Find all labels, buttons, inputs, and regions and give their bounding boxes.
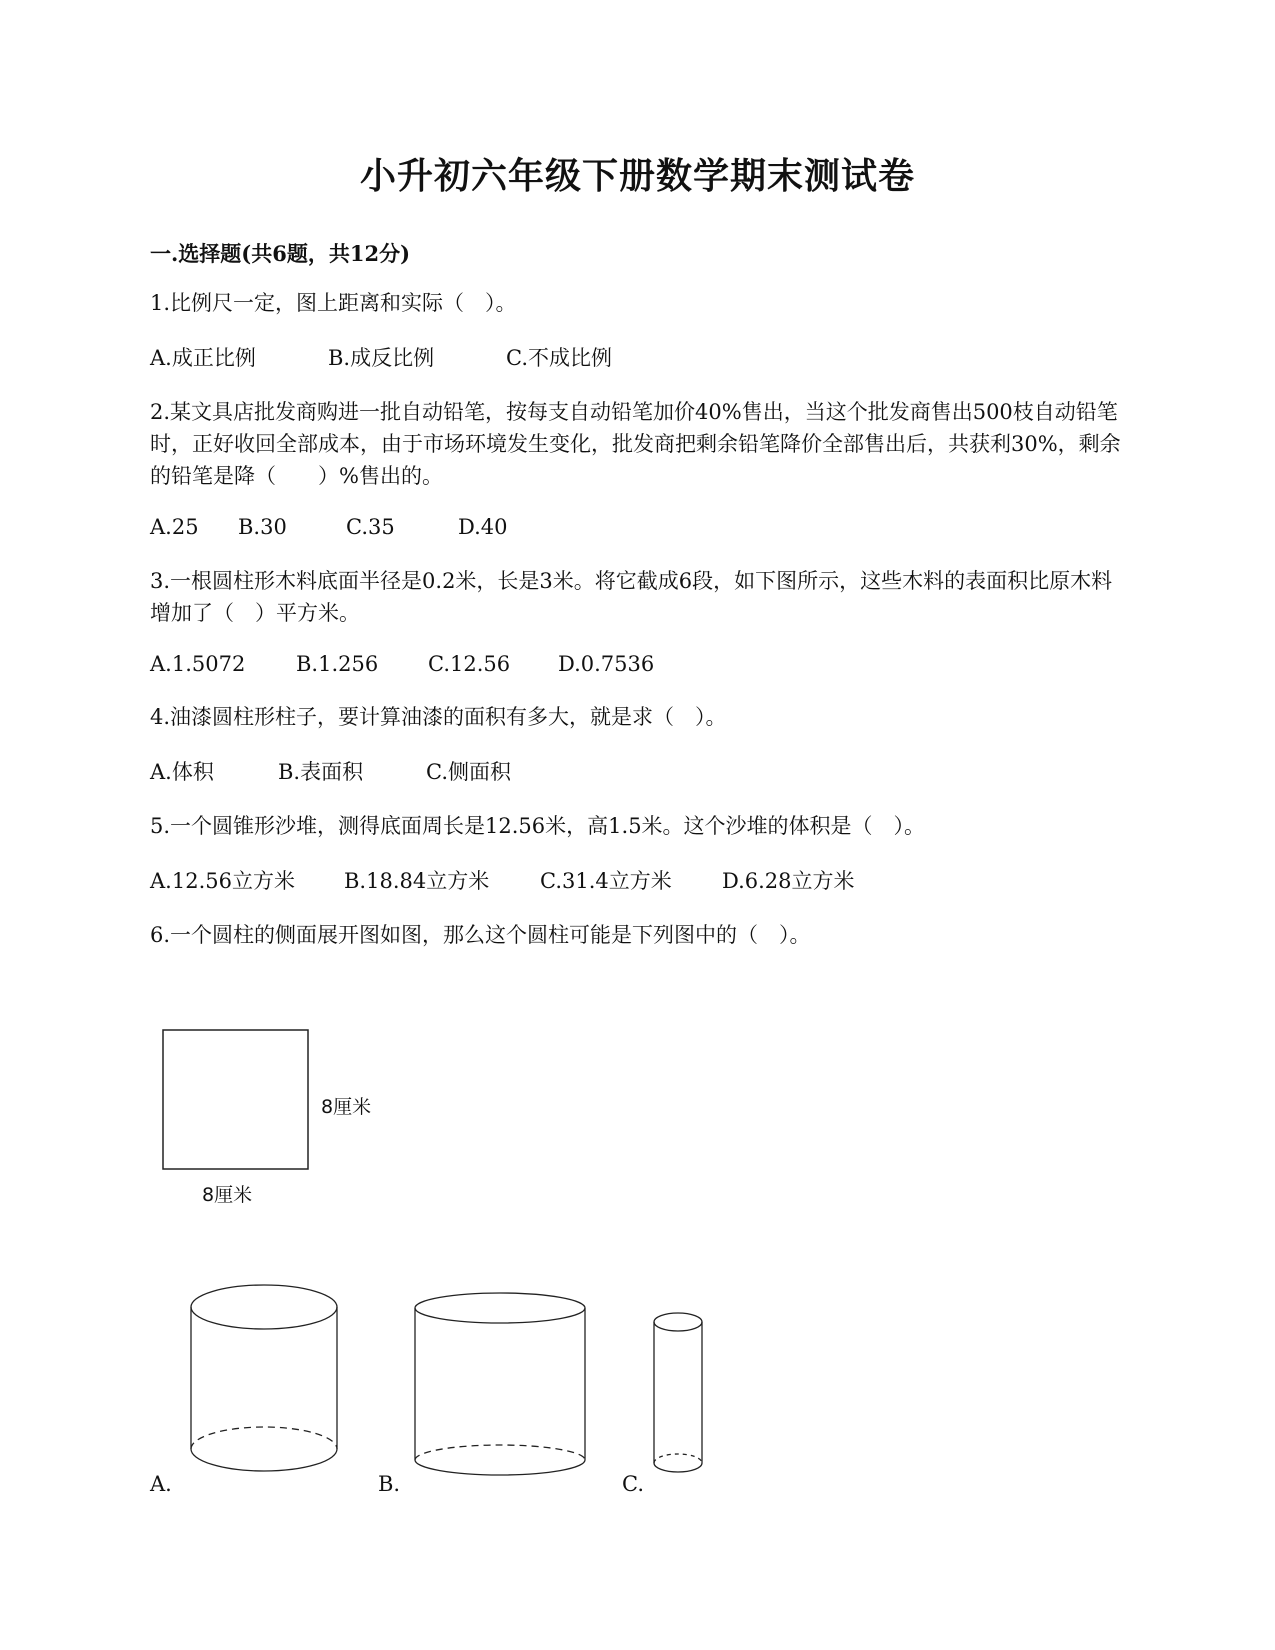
cylinder-a (191, 1285, 337, 1471)
option-4b: B.表面积 (278, 760, 364, 784)
option-5c: C.31.4立方米 (540, 869, 672, 893)
option-2a: A.25 (150, 515, 199, 539)
option-5a: A.12.56立方米 (150, 869, 295, 893)
option-3c: C.12.56 (428, 652, 511, 676)
option-5d: D.6.28立方米 (722, 869, 855, 893)
cylinder-label-b: B. (378, 1472, 401, 1496)
section-heading: 一.选择题(共6题，共12分) (150, 241, 411, 266)
option-2c: C.35 (346, 515, 395, 539)
option-3a: A.1.5072 (150, 652, 246, 676)
option-5b: B.18.84立方米 (344, 869, 490, 893)
square-side-label: 8厘米 (321, 1096, 372, 1118)
option-4c: C.侧面积 (426, 760, 511, 784)
option-1b: B.成反比例 (328, 346, 435, 370)
unfolded-lateral-square (163, 1030, 308, 1169)
cylinder-c (654, 1313, 702, 1472)
option-4a: A.体积 (150, 760, 214, 784)
option-1a: A.成正比例 (150, 346, 256, 370)
option-3b: B.1.256 (296, 652, 379, 676)
option-2b: B.30 (238, 515, 287, 539)
question-3: 3.一根圆柱形木料底面半径是0.2米，长是3米。将它截成6段，如下图所示，这些木料的表面积比原木料增加了（ ）平方米。 (150, 569, 1113, 625)
cylinder-b (415, 1293, 585, 1475)
option-3d: D.0.7536 (558, 652, 655, 676)
cylinder-label-a: A. (150, 1472, 172, 1496)
question-5: 5.一个圆锥形沙堆，测得底面周长是12.56米，高1.5米。这个沙堆的体积是（ ）。 (150, 814, 926, 838)
option-2d: D.40 (458, 515, 508, 539)
cylinder-label-c: C. (622, 1472, 644, 1496)
question-1: 1.比例尺一定，图上距离和实际（ ）。 (150, 291, 517, 315)
page-title: 小升初六年级下册数学期末测试卷 (359, 155, 915, 197)
square-bottom-label: 8厘米 (202, 1184, 253, 1206)
question-2: 2.某文具店批发商购进一批自动铅笔，按每支自动铅笔加价40%售出，当这个批发商售出500枝自动铅笔时，正好收回全部成本，由于市场环境发生变化，批发商把剩余铅笔降价全部售出后，共获利30%，剩余的铅笔是降（ ）%售出的。 (150, 400, 1121, 488)
question-6: 6.一个圆柱的侧面展开图如图，那么这个圆柱可能是下列图中的（ ）。 (150, 923, 811, 947)
option-1c: C.不成比例 (506, 346, 612, 370)
question-4: 4.油漆圆柱形柱子，要计算油漆的面积有多大，就是求（ ）。 (150, 705, 727, 729)
